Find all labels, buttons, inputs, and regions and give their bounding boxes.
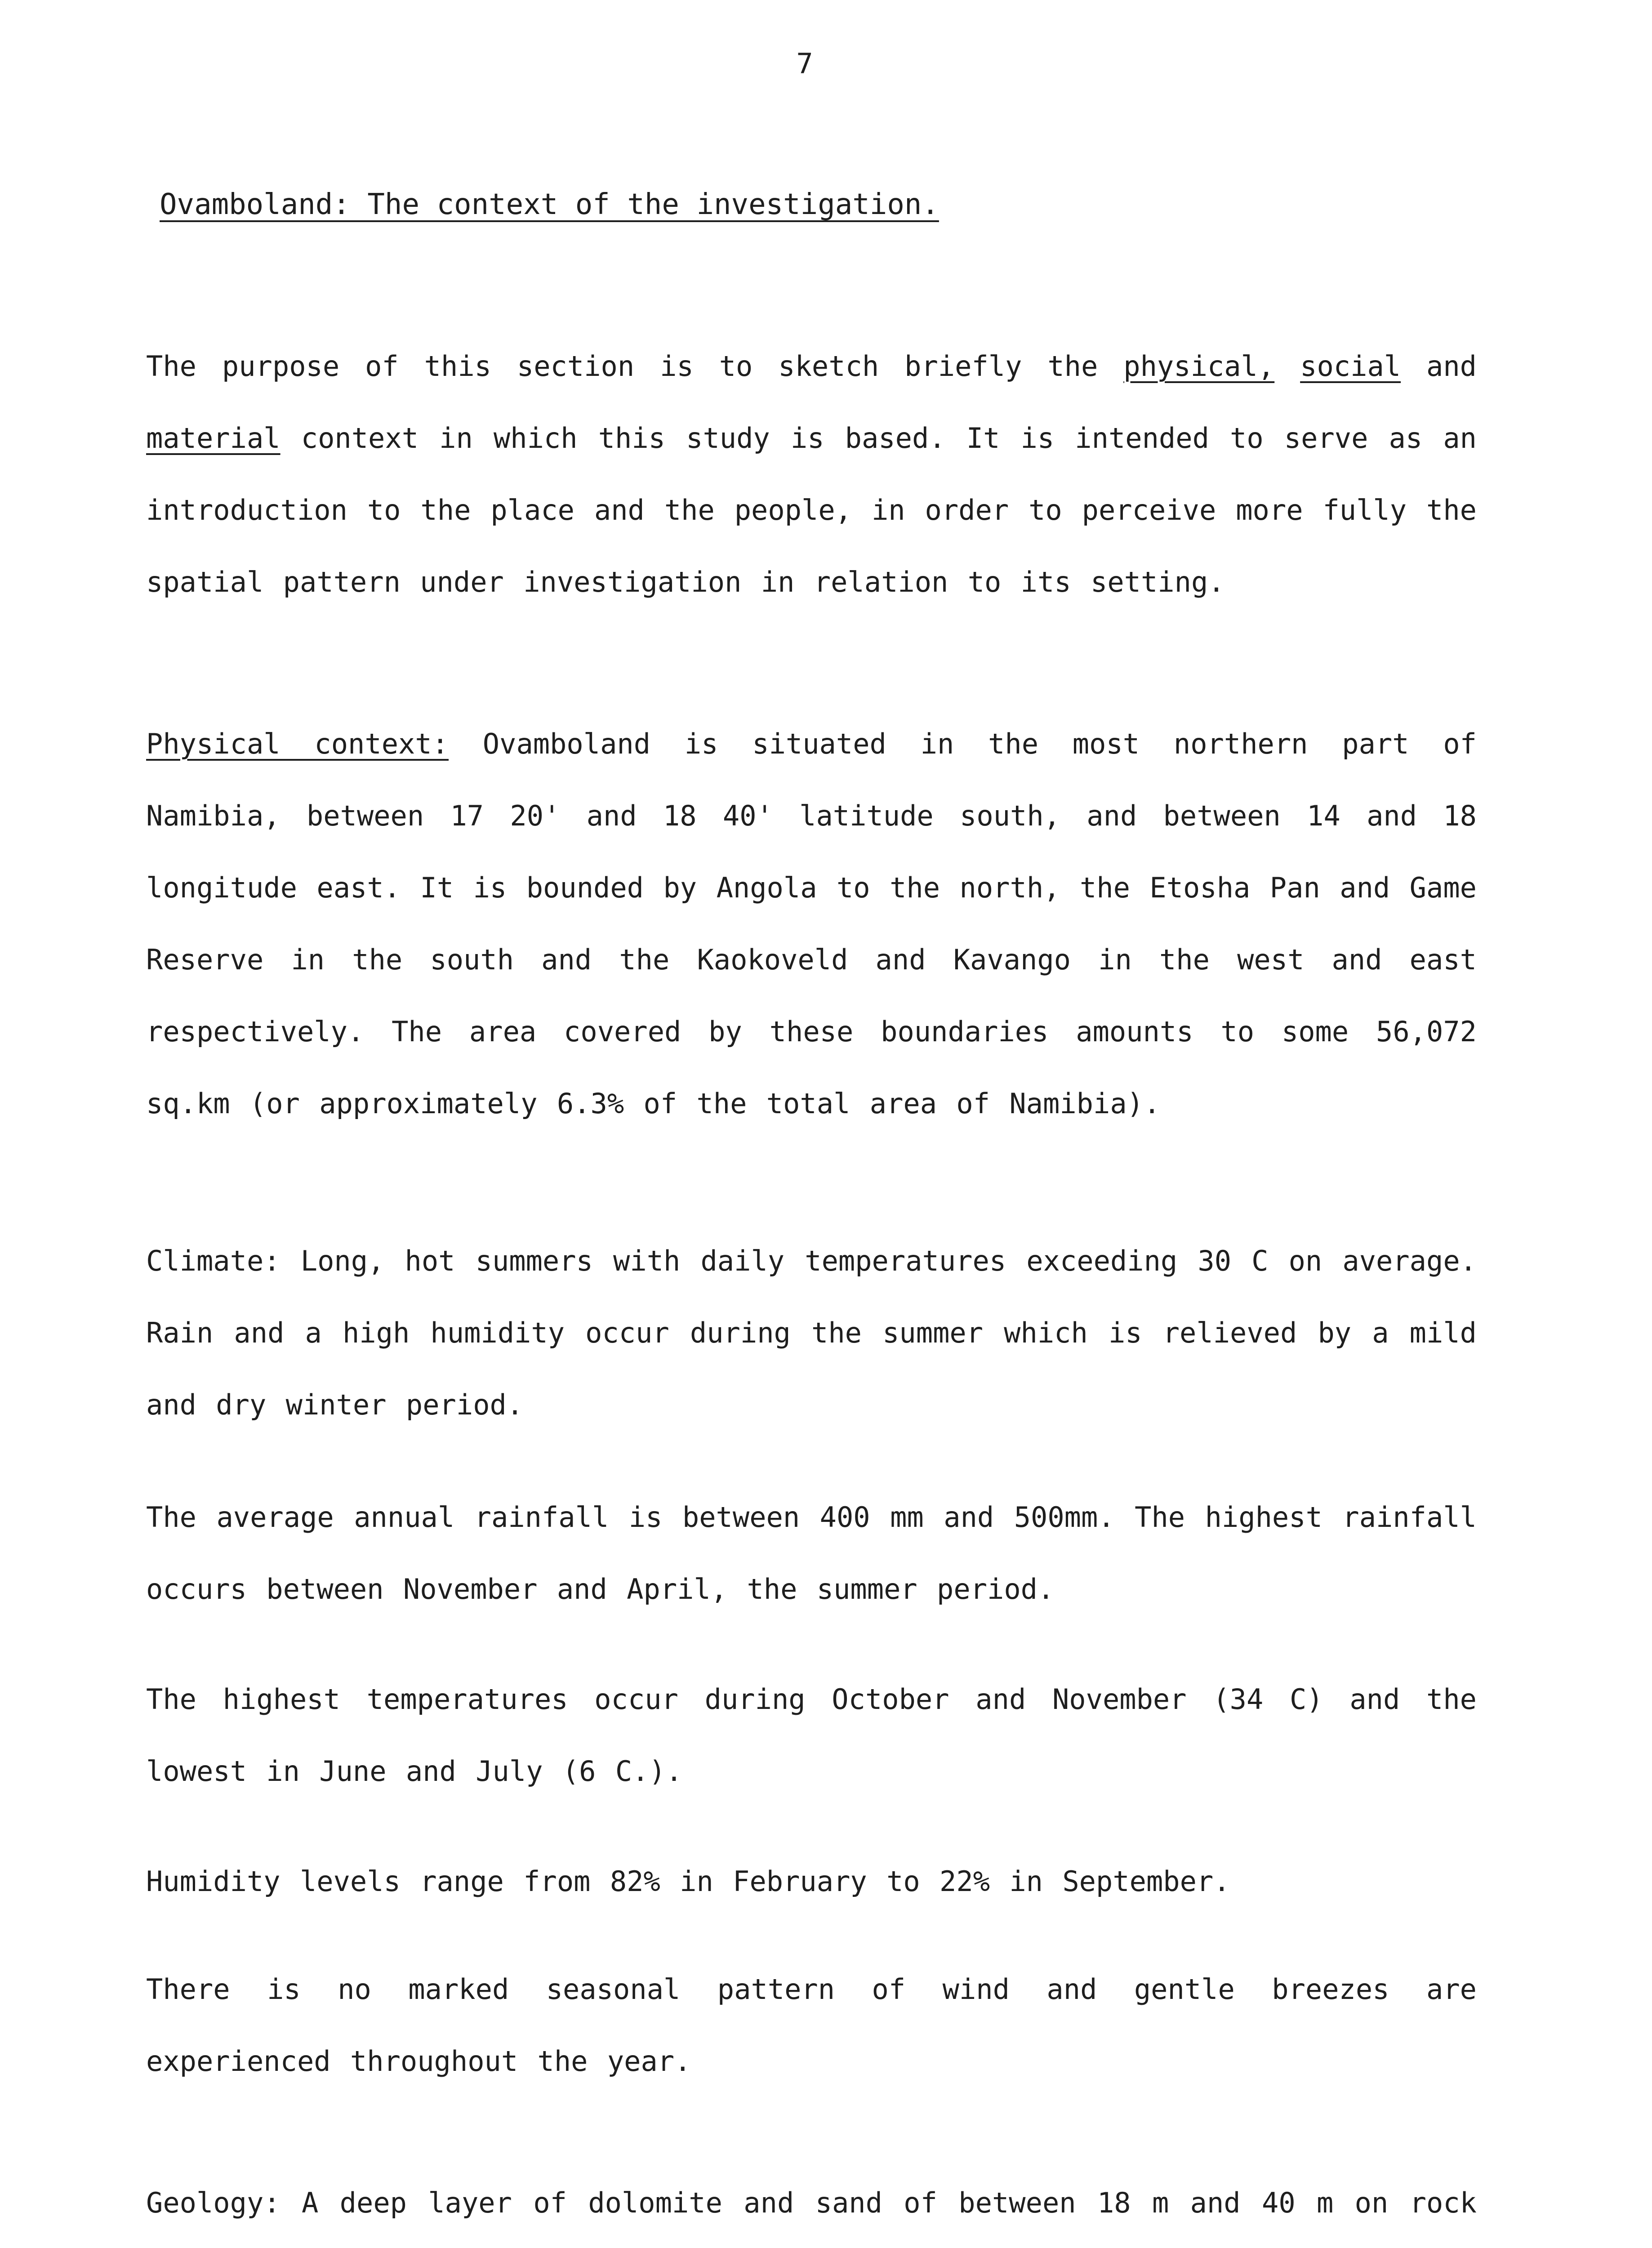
temperatures-paragraph: The highest temperatures occur during October and November (34 C) and the lowest in June and July (6 C.). <box>146 1683 1477 1788</box>
purpose-text-3: and <box>1401 350 1477 383</box>
physical-context-text: Ovamboland is situated in the most northern part of Namibia, between 17 20' and 18 40' latitude south, and between 14 and 18 longitude east. It is bounded by Angola to the north, the Etosha Pan and Game Reserve in the south and the Kaokoveld and Kavango in the west and east respectively. The area covered by these boundaries amounts to some 56,072 sq.km (or approximately 6.3% of the total area of Namibia). <box>146 727 1477 1120</box>
climate-label: Climate: <box>146 1244 281 1277</box>
geology-paragraph <box>146 2167 1477 2248</box>
purpose-text-2 <box>1274 350 1300 383</box>
geology-text: A deep layer of dolomite and sand of between 18 m and 40 m on rock <box>301 2186 1477 2219</box>
physical-context-label: Physical context: <box>146 727 449 760</box>
physical-context-paragraph <box>146 708 1477 1140</box>
purpose-text-4: context in which this study is based. It is intended to serve as an introduction to the place and the people, in order to perceive more fully the spatial pattern under investigation in relation to its setting. <box>146 422 1477 598</box>
wind-paragraph: There is no marked seasonal pattern of wind and gentle breezes are experienced throughout the year. <box>146 1973 1477 2078</box>
physical-term: physical, <box>1123 350 1275 383</box>
rainfall-paragraph: The average annual rainfall is between 400 mm and 500mm. The highest rainfall occurs between November and April, the summer period. <box>146 1501 1477 1606</box>
humidity-paragraph: Humidity levels range from 82% in February to 22% in September. <box>146 1865 1230 1898</box>
geology-label: Geology: <box>146 2186 281 2219</box>
material-term: material <box>146 422 281 455</box>
page-number: 7 <box>796 47 813 80</box>
section-heading: Ovamboland: The context of the investigation. <box>160 188 939 221</box>
climate-text: Long, hot summers with daily temperatures exceeding 30 C on average. Rain and a high humidity occur during the summer which is relieved by a mild and dry winter period. <box>146 1244 1477 1421</box>
purpose-paragraph <box>146 330 1477 618</box>
social-term: social <box>1300 350 1401 383</box>
purpose-text-1: The purpose of this section is to sketch briefly the <box>146 350 1124 383</box>
climate-paragraph <box>146 1225 1477 1441</box>
